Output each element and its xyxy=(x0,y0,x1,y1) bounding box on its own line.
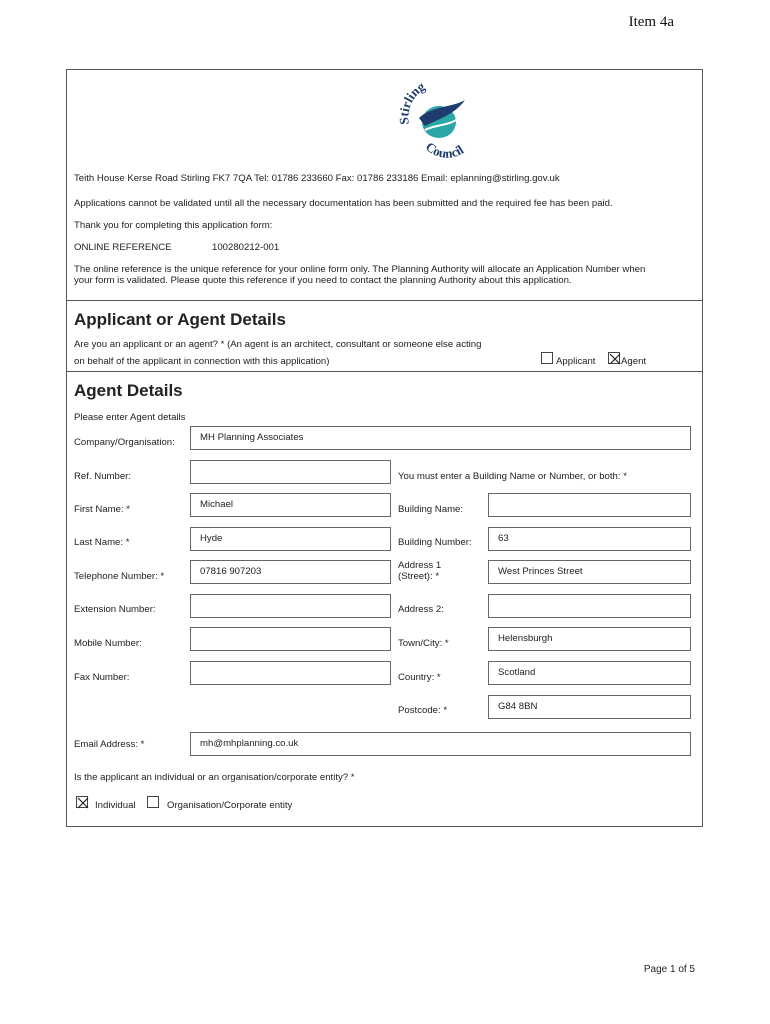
telephone-input[interactable]: 07816 907203 xyxy=(190,560,391,584)
extension-input[interactable] xyxy=(190,594,391,618)
postcode-label: Postcode: * xyxy=(398,705,448,716)
applicant-checkbox[interactable] xyxy=(541,352,553,364)
agent-option-label: Agent xyxy=(621,356,647,367)
organisation-option-label: Organisation/Corporate entity xyxy=(167,800,293,811)
building-name-input[interactable] xyxy=(488,493,691,517)
fax-input[interactable] xyxy=(190,661,391,685)
address1-label-line1: Address 1 xyxy=(398,560,442,571)
contact-line: Teith House Kerse Road Stirling FK7 7QA Tel: 01786 233660 Fax: 01786 233186 Email: eplanning@stirling.gov.uk xyxy=(74,173,560,184)
applicant-question-line1: Are you an applicant or an agent? * (An agent is an architect, consultant or someone else acting xyxy=(74,339,482,350)
company-label: Company/Organisation: xyxy=(74,437,175,448)
last-name-label: Last Name: * xyxy=(74,537,130,548)
logo-emblem-icon xyxy=(395,78,487,158)
stirling-council-logo xyxy=(395,78,487,158)
mobile-input[interactable] xyxy=(190,627,391,651)
first-name-input[interactable]: Michael xyxy=(190,493,391,517)
ref-note-line2: your form is validated. Please quote this reference if you need to contact the planning Authority about this application. xyxy=(74,275,572,286)
building-note: You must enter a Building Name or Number, or both: * xyxy=(398,471,627,482)
first-name-label: First Name: * xyxy=(74,504,130,515)
building-number-input[interactable]: 63 xyxy=(488,527,691,551)
online-ref-value: 100280212-001 xyxy=(212,242,280,253)
item-tag: Item 4a xyxy=(628,14,674,30)
last-name-input[interactable]: Hyde xyxy=(190,527,391,551)
email-input[interactable]: mh@mhplanning.co.uk xyxy=(190,732,691,756)
email-label: Email Address: * xyxy=(74,739,145,750)
country-label: Country: * xyxy=(398,672,441,683)
agent-prompt: Please enter Agent details xyxy=(74,412,186,423)
applicant-question-line2: on behalf of the applicant in connection with this application) xyxy=(74,356,330,367)
applicant-option-label: Applicant xyxy=(556,356,596,367)
ref-note-line1: The online reference is the unique reference for your online form only. The Planning Authority will allocate an Application Number when xyxy=(74,264,646,275)
telephone-label: Telephone Number: * xyxy=(74,571,165,582)
ref-number-input[interactable] xyxy=(190,460,391,484)
logo-word-top: Stirling xyxy=(396,78,428,126)
building-name-label: Building Name: xyxy=(398,504,464,515)
address1-label-line2: (Street): * xyxy=(398,571,440,582)
svg-text:Council xyxy=(423,139,467,158)
country-input[interactable]: Scotland xyxy=(488,661,691,685)
building-number-label: Building Number: xyxy=(398,537,472,548)
mobile-label: Mobile Number: xyxy=(74,638,142,649)
divider-applicant xyxy=(66,371,703,372)
validation-note: Applications cannot be validated until all the necessary documentation has been submitted and the required fee has been paid. xyxy=(74,198,613,209)
postcode-input[interactable]: G84 8BN xyxy=(488,695,691,719)
organisation-checkbox[interactable] xyxy=(147,796,159,808)
checked-x-icon xyxy=(77,797,89,809)
address1-input[interactable]: West Princes Street xyxy=(488,560,691,584)
individual-checkbox[interactable] xyxy=(76,796,88,808)
ref-number-label: Ref. Number: xyxy=(74,471,132,482)
address2-input[interactable] xyxy=(488,594,691,618)
company-input[interactable]: MH Planning Associates xyxy=(190,426,691,450)
thanks-text: Thank you for completing this application form: xyxy=(74,220,273,231)
entity-question: Is the applicant an individual or an organisation/corporate entity? * xyxy=(74,772,355,783)
page-number: Page 1 of 5 xyxy=(643,964,695,975)
town-input[interactable]: Helensburgh xyxy=(488,627,691,651)
checked-x-icon xyxy=(609,353,621,365)
extension-label: Extension Number: xyxy=(74,604,156,615)
individual-option-label: Individual xyxy=(95,800,136,811)
applicant-section-title: Applicant or Agent Details xyxy=(74,310,286,329)
divider-header xyxy=(66,300,703,301)
town-label: Town/City: * xyxy=(398,638,449,649)
fax-label: Fax Number: xyxy=(74,672,130,683)
logo-word-bottom: Council xyxy=(422,138,467,158)
agent-section-title: Agent Details xyxy=(74,381,183,400)
online-ref-label: ONLINE REFERENCE xyxy=(74,242,172,253)
agent-checkbox[interactable] xyxy=(608,352,620,364)
address2-label: Address 2: xyxy=(398,604,444,615)
